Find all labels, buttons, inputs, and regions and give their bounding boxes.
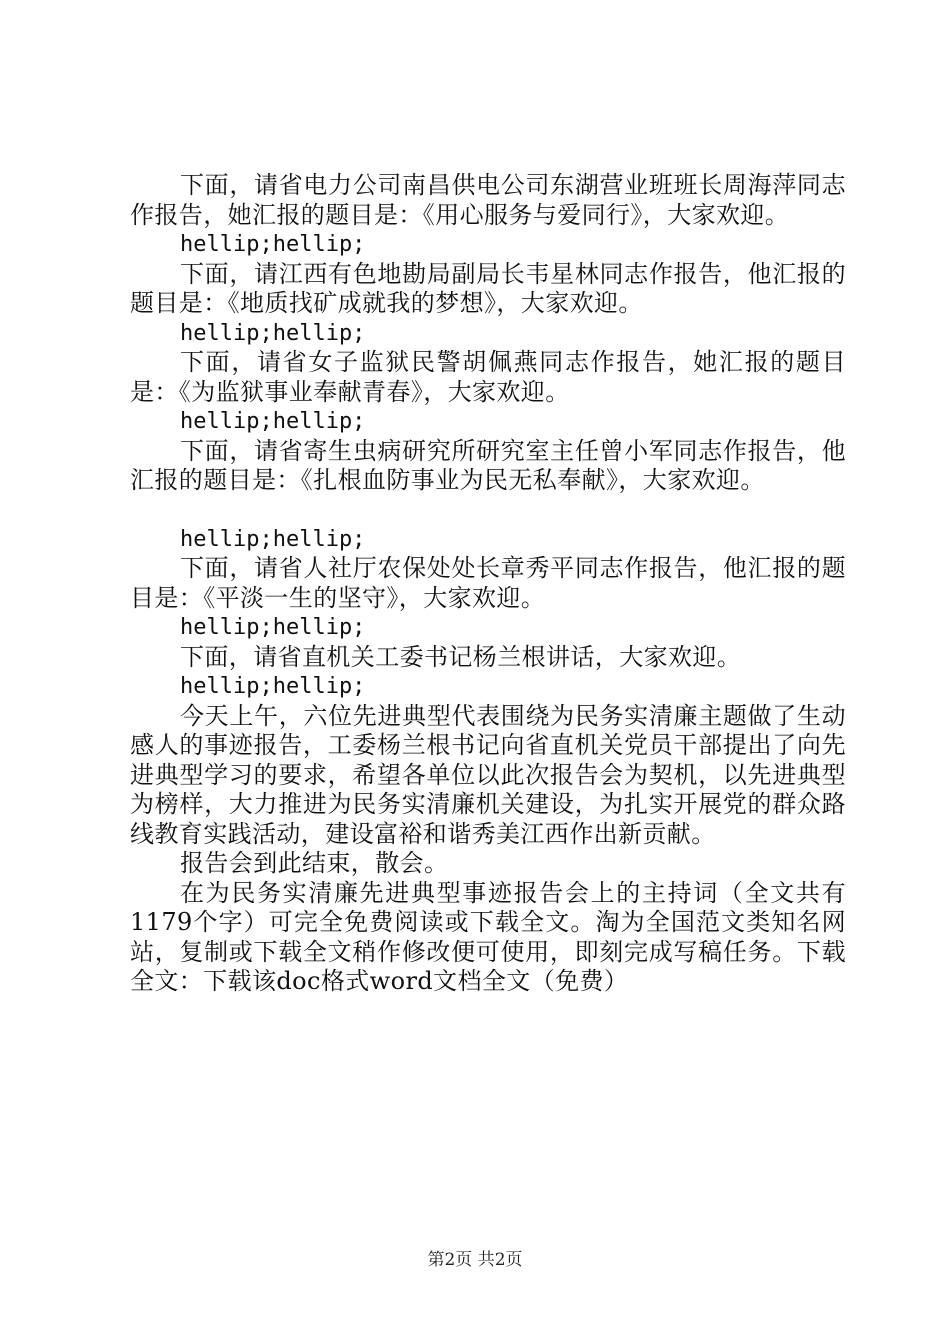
paragraph-report-intro-4: 下面，请省寄生虫病研究所研究室主任曾小军同志作报告，他汇报的题目是：《扎根血防事业为民无私奉献》，大家欢迎。 xyxy=(130,436,846,494)
paragraph-report-intro-3: 下面，请省女子监狱民警胡佩燕同志作报告，她汇报的题目是：《为监狱事业奉献青春》，大家欢迎。 xyxy=(130,348,846,406)
ellipsis-line: hellip;hellip; xyxy=(180,674,366,699)
paragraph-report-intro-5: 下面，请省人社厅农保处处长章秀平同志作报告，他汇报的题目是：《平淡一生的坚守》，大家欢迎。 xyxy=(130,554,846,612)
ellipsis-line: hellip;hellip; xyxy=(180,320,366,346)
ellipsis-line: hellip;hellip; xyxy=(180,409,366,434)
paragraph-report-intro-2: 下面，请江西有色地勘局副局长韦星林同志作报告，他汇报的题目是：《地质找矿成就我的梦想》，大家欢迎。 xyxy=(130,259,846,317)
ellipsis-line: hellip;hellip; xyxy=(180,232,366,257)
document-body xyxy=(130,171,846,997)
paragraph-report-intro-1: 下面，请省电力公司南昌供电公司东湖营业班班长周海萍同志作报告，她汇报的题目是：《用心服务与爱同行》，大家欢迎。 xyxy=(130,171,846,229)
page-footer: 第2页 共2页 xyxy=(427,1250,523,1270)
blank-line xyxy=(130,496,846,525)
ellipsis-line: hellip;hellip; xyxy=(180,526,366,552)
paragraph-summary: 今天上午，六位先进典型代表围绕为民务实清廉主题做了生动感人的事迹报告，工委杨兰根书记向省直机关党员干部提出了向先进典型学习的要求，希望各单位以此次报告会为契机，以先进典型为榜样，大力推进为民务实清廉机关建设，为扎实开展党的群众路线教育实践活动，建设富裕和谐秀美江西作出新贡献。 xyxy=(130,701,846,848)
ellipsis-line: hellip;hellip; xyxy=(180,615,366,640)
paragraph-download-note: 在为民务实清廉先进典型事迹报告会上的主持词（全文共有1179个字）可完全免费阅读或下载全文。淘为全国范文类知名网站，复制或下载全文稍作修改便可使用，即刻完成写稿任务。下载全文：下载该doc格式word文档全文（免费） xyxy=(130,878,846,995)
paragraph-speech-intro: 下面，请省直机关工委书记杨兰根讲话，大家欢迎。 xyxy=(180,642,742,671)
paragraph-closing: 报告会到此结束，散会。 xyxy=(180,849,449,877)
